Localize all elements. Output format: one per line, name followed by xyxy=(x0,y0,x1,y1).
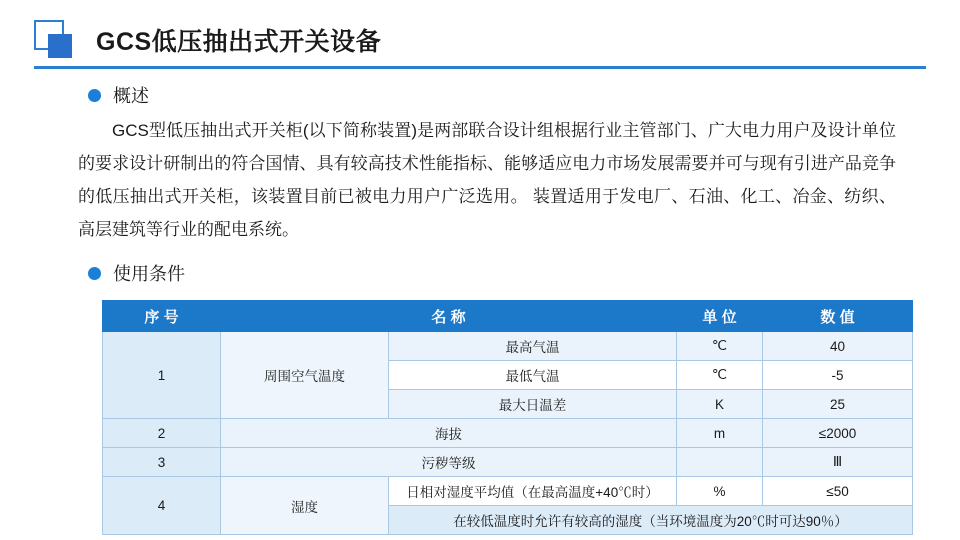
cell-value: 25 xyxy=(763,390,913,419)
cell-unit: % xyxy=(677,477,763,506)
cell-index: 4 xyxy=(103,477,221,535)
header-divider xyxy=(34,66,926,69)
cell-value: -5 xyxy=(763,361,913,390)
cell-item-name: 海拔 xyxy=(221,419,677,448)
table-row xyxy=(103,477,913,506)
slide-header xyxy=(0,0,960,72)
cell-item-name: 最低气温 xyxy=(389,361,677,390)
cell-item-name: 日相对湿度平均值（在最高温度+40℃时） xyxy=(389,477,677,506)
cell-value: Ⅲ xyxy=(763,448,913,477)
section-title-overview: 概述 xyxy=(113,86,149,106)
cell-group-name: 周围空气温度 xyxy=(221,332,389,419)
section-title-conditions: 使用条件 xyxy=(113,264,185,284)
column-header-value: 数 值 xyxy=(763,301,913,332)
cell-index: 3 xyxy=(103,448,221,477)
table-header-row xyxy=(103,301,913,332)
cell-index: 1 xyxy=(103,332,221,419)
cell-value: ≤50 xyxy=(763,477,913,506)
logo-fill-shape xyxy=(48,34,72,58)
page-title: GCS低压抽出式开关设备 xyxy=(96,28,382,56)
bullet-dot-icon xyxy=(88,89,101,102)
cell-unit: K xyxy=(677,390,763,419)
table-row xyxy=(103,448,913,477)
usage-conditions-table xyxy=(102,300,913,535)
cell-group-name: 湿度 xyxy=(221,477,389,535)
cell-note: 在较低温度时允许有较高的湿度（当环境温度为20℃时可达90％） xyxy=(389,506,913,535)
column-header-name: 名 称 xyxy=(221,301,677,332)
cell-item-name: 污秽等级 xyxy=(221,448,677,477)
cell-item-name: 最高气温 xyxy=(389,332,677,361)
cell-index: 2 xyxy=(103,419,221,448)
column-header-index: 序 号 xyxy=(103,301,221,332)
cell-item-name: 最大日温差 xyxy=(389,390,677,419)
cell-value: 40 xyxy=(763,332,913,361)
column-header-unit: 单 位 xyxy=(677,301,763,332)
cell-unit xyxy=(677,448,763,477)
cell-unit: ℃ xyxy=(677,361,763,390)
cell-unit: m xyxy=(677,419,763,448)
cell-value: ≤2000 xyxy=(763,419,913,448)
square-logo-icon xyxy=(34,20,72,58)
slide-body xyxy=(0,72,960,535)
cell-unit: ℃ xyxy=(677,332,763,361)
spec-table-wrapper xyxy=(102,300,912,535)
bullet-dot-icon xyxy=(88,267,101,280)
section-heading-conditions xyxy=(88,260,960,286)
overview-paragraph: GCS型低压抽出式开关柜(以下简称装置)是两部联合设计组根据行业主管部门、广大电力用户及设计单位的要求设计研制出的符合国情、具有较高技术性能指标、能够适应电力市场发展需要并可与现有引进产品竞争的低压抽出式开关柜，该装置目前已被电力用户广泛选用。 装置适用于发电厂、石油、化工、冶金、纺织、高层建筑等行业的配电系统。 xyxy=(78,121,896,239)
table-row xyxy=(103,332,913,361)
section-heading-overview xyxy=(88,82,960,108)
table-row xyxy=(103,419,913,448)
